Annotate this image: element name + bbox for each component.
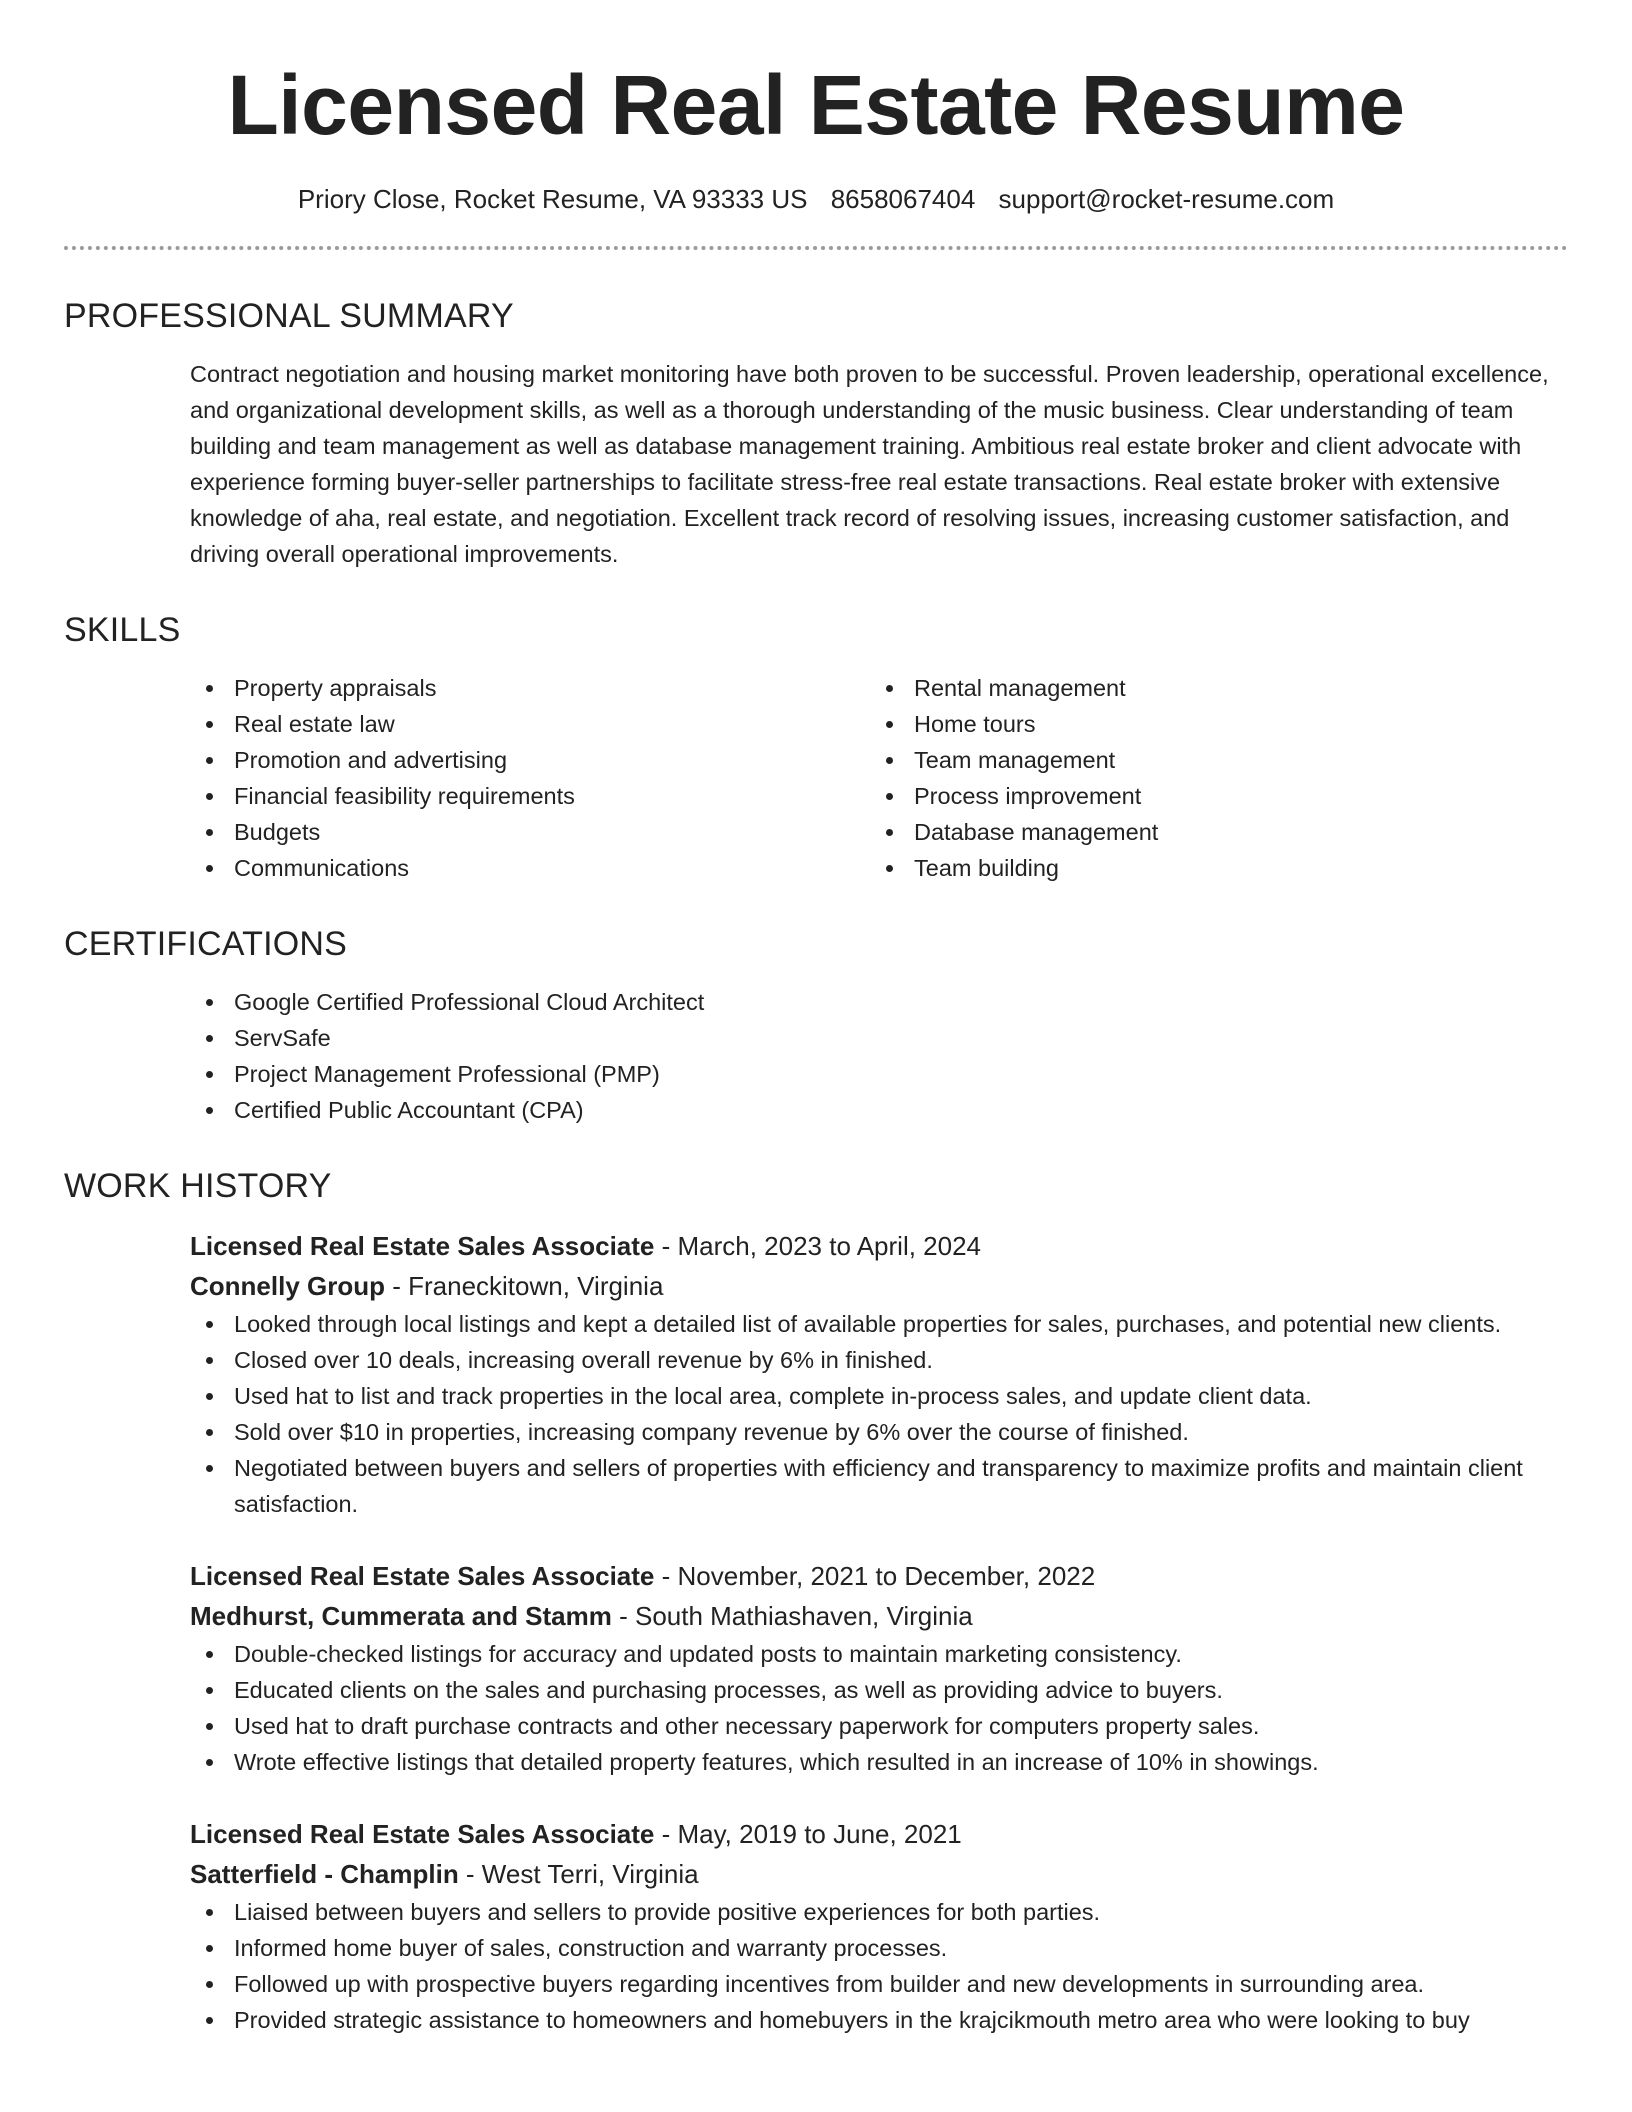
job-company-line — [190, 1854, 1568, 1894]
job-title-line — [190, 1556, 1568, 1596]
skill-item: Home tours — [870, 706, 1550, 742]
certifications-section — [64, 922, 1568, 1128]
job-company-line — [190, 1596, 1568, 1636]
skills-list-right — [870, 670, 1550, 886]
job-duties-list — [190, 1306, 1568, 1522]
job-title-line — [190, 1226, 1568, 1266]
header-divider — [64, 246, 1568, 250]
job-entry — [64, 1226, 1568, 1522]
job-company: Connelly Group — [190, 1271, 385, 1301]
contact-line — [64, 182, 1568, 216]
job-duty-item: Used hat to list and track properties in the local area, complete in-process sales, and update client data. — [190, 1378, 1568, 1414]
job-entry — [64, 1556, 1568, 1780]
certification-item: Certified Public Accountant (CPA) — [190, 1092, 1568, 1128]
job-duty-item: Wrote effective listings that detailed property features, which resulted in an increase of 10% in showings. — [190, 1744, 1568, 1780]
skill-item: Promotion and advertising — [190, 742, 870, 778]
job-dates: - November, 2021 to December, 2022 — [654, 1561, 1096, 1591]
job-duty-item: Used hat to draft purchase contracts and other necessary paperwork for computers property sales. — [190, 1708, 1568, 1744]
contact-address: Priory Close, Rocket Resume, VA 93333 US — [297, 184, 808, 214]
job-location: - South Mathiashaven, Virginia — [611, 1601, 973, 1631]
job-duty-item: Negotiated between buyers and sellers of properties with efficiency and transparency to maximize profits and maintain client satisfaction. — [190, 1450, 1568, 1522]
job-title: Licensed Real Estate Sales Associate — [190, 1561, 655, 1591]
job-company: Medhurst, Cummerata and Stamm — [190, 1601, 612, 1631]
skill-item: Team management — [870, 742, 1550, 778]
job-location: - West Terri, Virginia — [458, 1859, 699, 1889]
summary-section — [64, 294, 1568, 572]
skill-item: Budgets — [190, 814, 870, 850]
job-location: - Franeckitown, Virginia — [385, 1271, 664, 1301]
skills-section — [64, 608, 1568, 886]
skill-item: Team building — [870, 850, 1550, 886]
resume-title: Licensed Real Estate Resume — [227, 58, 1405, 152]
certification-item: Project Management Professional (PMP) — [190, 1056, 1568, 1092]
certifications-list — [190, 984, 1568, 1128]
skill-item: Database management — [870, 814, 1550, 850]
contact-phone: 8658067404 — [830, 184, 976, 214]
job-duties-list — [190, 1894, 1568, 2038]
skill-item: Rental management — [870, 670, 1550, 706]
job-duty-item: Followed up with prospective buyers regarding incentives from builder and new developments in surrounding area. — [190, 1966, 1568, 2002]
job-duty-item: Sold over $10 in properties, increasing company revenue by 6% over the course of finished. — [190, 1414, 1568, 1450]
certifications-heading: CERTIFICATIONS — [64, 925, 348, 963]
skill-item: Communications — [190, 850, 870, 886]
job-title: Licensed Real Estate Sales Associate — [190, 1231, 655, 1261]
job-duty-item: Looked through local listings and kept a detailed list of available properties for sales, purchases, and potential new clients. — [190, 1306, 1568, 1342]
certification-item: ServSafe — [190, 1020, 1568, 1056]
summary-heading: PROFESSIONAL SUMMARY — [64, 297, 514, 335]
job-dates: - May, 2019 to June, 2021 — [654, 1819, 962, 1849]
job-duty-item: Provided strategic assistance to homeowners and homebuyers in the krajcikmouth metro area who were looking to buy — [190, 2002, 1568, 2038]
skill-item: Real estate law — [190, 706, 870, 742]
job-duty-item: Liaised between buyers and sellers to provide positive experiences for both parties. — [190, 1894, 1568, 1930]
job-company-line — [190, 1266, 1568, 1306]
certifications-block — [64, 984, 1568, 1128]
skills-list-left — [190, 670, 870, 886]
job-duty-item: Double-checked listings for accuracy and updated posts to maintain marketing consistency. — [190, 1636, 1568, 1672]
contact-email: support@rocket-resume.com — [998, 184, 1335, 214]
work-history-section — [64, 1164, 1568, 2038]
job-title: Licensed Real Estate Sales Associate — [190, 1819, 655, 1849]
job-duty-item: Closed over 10 deals, increasing overall revenue by 6% in finished. — [190, 1342, 1568, 1378]
skill-item: Process improvement — [870, 778, 1550, 814]
work-history-heading: WORK HISTORY — [64, 1167, 332, 1205]
job-company: Satterfield - Champlin — [190, 1859, 459, 1889]
certification-item: Google Certified Professional Cloud Architect — [190, 984, 1568, 1020]
skill-item: Property appraisals — [190, 670, 870, 706]
job-duty-item: Informed home buyer of sales, construction and warranty processes. — [190, 1930, 1568, 1966]
skills-grid — [64, 670, 1568, 886]
job-duties-list — [190, 1636, 1568, 1780]
summary-text: Contract negotiation and housing market monitoring have both proven to be successful. Proven leadership, operational excellence, and organizational development skills, as well as a thorough understanding of the music business. Clear understanding of team building and team management as well as database management training. Ambitious real estate broker and client advocate with experience forming buyer-seller partnerships to facilitate stress-free real estate transactions. Real estate broker with extensive knowledge of aha, real estate, and negotiation. Excellent track record of resolving issues, increasing customer satisfaction, and driving overall operational improvements. — [190, 361, 1549, 567]
job-duty-item: Educated clients on the sales and purchasing processes, as well as providing advice to buyers. — [190, 1672, 1568, 1708]
job-title-line — [190, 1814, 1568, 1854]
skill-item: Financial feasibility requirements — [190, 778, 870, 814]
skills-column-left — [190, 670, 870, 886]
skills-heading: SKILLS — [64, 611, 181, 649]
job-dates: - March, 2023 to April, 2024 — [654, 1231, 982, 1261]
skills-column-right — [870, 670, 1550, 886]
job-entry — [64, 1814, 1568, 2038]
